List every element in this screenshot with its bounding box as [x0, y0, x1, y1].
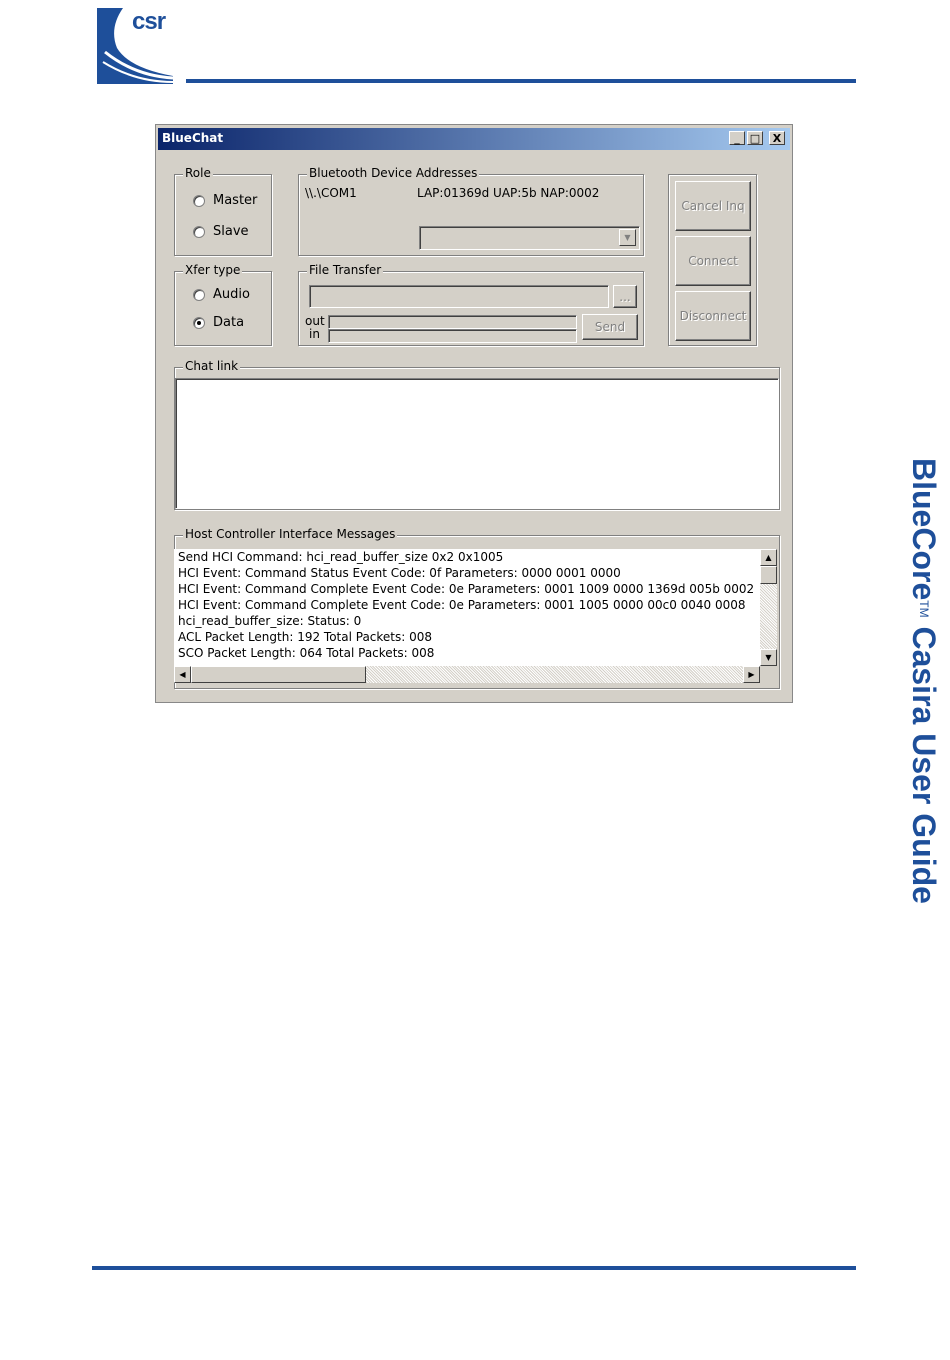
list-item: HCI Event: Command Complete Event Code: 0e Parameters: 0001 1005 0000 00c0 0040 0008	[178, 598, 746, 612]
connect-button[interactable]: Connect	[675, 236, 751, 286]
role-group	[174, 166, 272, 256]
cancel-inquiry-button[interactable]: Cancel Inq	[675, 181, 751, 231]
data-label: Data	[213, 315, 245, 330]
master-radio[interactable]	[193, 193, 257, 208]
hci-messages-legend: Host Controller Interface Messages	[185, 527, 396, 541]
header-rule	[186, 79, 856, 83]
port-text: \\.\COM1	[305, 186, 357, 200]
scroll-down-icon[interactable]: ▼	[760, 649, 777, 666]
slave-radio[interactable]	[193, 224, 249, 239]
chat-link-group	[174, 359, 780, 510]
title-bar[interactable]	[158, 128, 790, 150]
maximize-button[interactable]: □	[747, 131, 763, 145]
device-address-text: LAP:01369d UAP:5b NAP:0002	[417, 186, 600, 200]
out-label: out	[305, 314, 325, 328]
list-item: HCI Event: Command Complete Event Code: 0e Parameters: 0001 1009 0000 1369d 005b 0002	[178, 582, 755, 596]
send-button[interactable]: Send	[582, 314, 638, 340]
radio-indicator	[193, 289, 205, 301]
list-item: ACL Packet Length: 192 Total Packets: 008	[178, 630, 433, 644]
document-side-title	[904, 458, 944, 938]
master-label: Master	[213, 193, 258, 208]
device-addresses-group	[298, 166, 644, 256]
disconnect-button[interactable]: Disconnect	[675, 291, 751, 341]
chevron-down-icon[interactable]: ▼	[619, 229, 636, 246]
in-progress-bar	[328, 329, 577, 343]
list-item: hci_read_buffer_size: Status: 0	[178, 614, 362, 628]
scroll-left-icon[interactable]: ◀	[174, 666, 191, 683]
list-item: HCI Event: Command Status Event Code: 0f Parameters: 0000 0001 0000	[178, 566, 621, 580]
address-dropdown[interactable]	[419, 226, 640, 250]
xfer-type-group	[174, 263, 272, 346]
minimize-button[interactable]: _	[729, 131, 745, 145]
slave-label: Slave	[213, 224, 249, 239]
chat-link-legend: Chat link	[185, 359, 239, 373]
guide-title-text: Casira User Guide	[906, 617, 942, 904]
out-progress-bar	[328, 315, 577, 329]
trademark-mark: TM	[917, 600, 931, 618]
device-addresses-legend: Bluetooth Device Addresses	[309, 166, 478, 180]
radio-indicator-selected	[193, 317, 205, 329]
logo-text: csr	[132, 8, 166, 35]
vertical-scroll-thumb[interactable]	[760, 566, 777, 584]
footer-rule	[92, 1266, 856, 1270]
audio-label: Audio	[213, 287, 250, 302]
scroll-up-icon[interactable]: ▲	[760, 549, 777, 566]
scrollbar-corner	[760, 666, 777, 683]
in-label: in	[309, 327, 320, 341]
file-transfer-group	[298, 263, 644, 346]
xfer-type-legend: Xfer type	[185, 263, 241, 277]
radio-indicator	[193, 226, 205, 238]
data-radio[interactable]	[193, 315, 244, 330]
role-legend: Role	[185, 166, 211, 180]
hci-message-list[interactable]	[174, 549, 760, 666]
chat-text-area[interactable]	[175, 378, 779, 509]
brand-text: BlueCore	[906, 458, 942, 601]
scroll-right-icon[interactable]: ▶	[743, 666, 760, 683]
list-item: Send HCI Command: hci_read_buffer_size 0x2 0x1005	[178, 550, 504, 564]
horizontal-scroll-thumb[interactable]	[191, 666, 366, 683]
radio-indicator	[193, 195, 205, 207]
close-button[interactable]: X	[769, 131, 785, 145]
list-item: SCO Packet Length: 064 Total Packets: 008	[178, 646, 435, 660]
file-transfer-legend: File Transfer	[309, 263, 382, 277]
bluechat-window	[155, 124, 793, 703]
file-path-input[interactable]	[309, 285, 609, 308]
window-title: BlueChat	[162, 131, 224, 145]
connection-actions-group	[668, 174, 757, 346]
browse-button[interactable]: ...	[613, 285, 637, 308]
audio-radio[interactable]	[193, 287, 250, 302]
